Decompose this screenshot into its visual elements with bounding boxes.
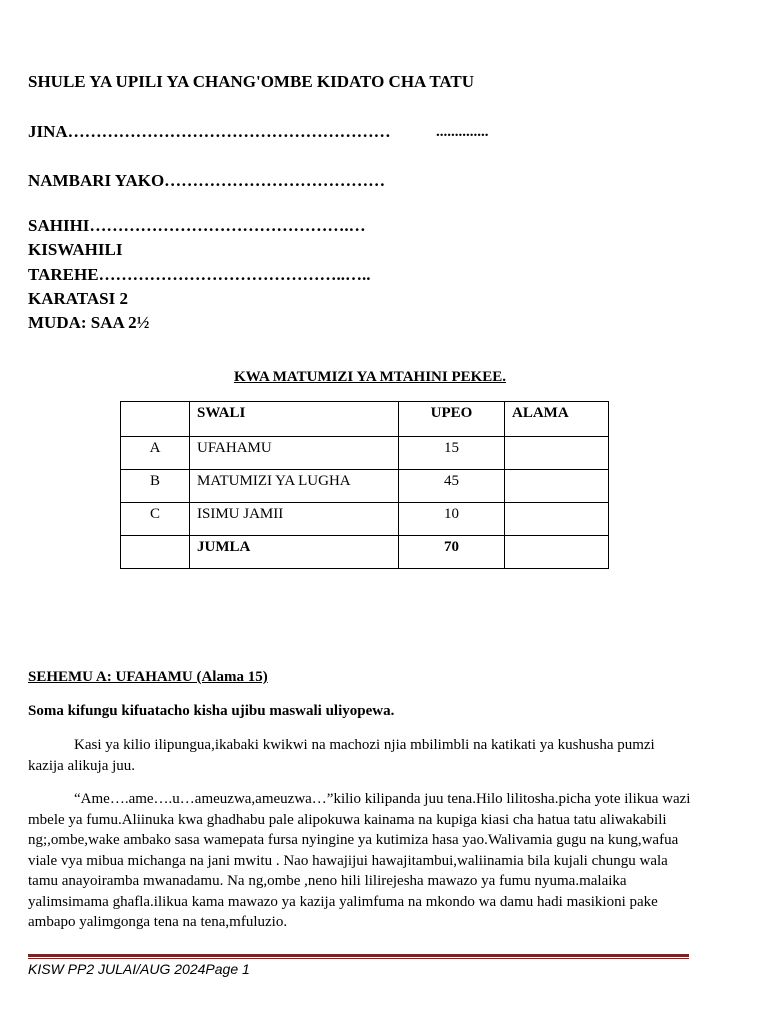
- footer-rule-thin: [28, 958, 689, 959]
- examiner-marks-table: [120, 401, 609, 569]
- table-header-cell: [121, 402, 190, 437]
- row-swali: ISIMU JAMII: [190, 503, 399, 536]
- section-a-instruction: Soma kifungu kifuatacho kisha ujibu maswali uliyopewa.: [28, 703, 395, 719]
- page-footer: KISW PP2 JULAI/AUG 2024Page 1: [28, 961, 250, 977]
- table-header-cell: UPEO: [399, 402, 505, 437]
- passage-paragraph: “Ame….ame….u…ameuzwa,ameuzwa…”kilio kilipanda juu tena.Hilo lilitosha.picha yote ilikua wazi mbele ya fumu.Aliinuka kwa ghadhabu pale alipokuwa kainama na kupiga kiasi cha hatua tatu aliwakabili ng;,ombe,wake ambako sasa wamepata fursa nyingine ya kutimiza hasa yao.Walivamia gugu na kung,wafua viale vya mibua michanga na jani mwitu . Nao hawajijui hawajitambui,waliinamia bila kujali chungu wala tamu anayoiramba mwanadamu. Na ng,ombe ,neno hili lilirejesha mawazo ya fumu nyuma.malaika yalimsimama ghafla.ilikua kama mawazo ya kazija yalimfuma na mkondo wa damu hadi masikioni pake ambapo yalimgonga tena na tena,mfuluzio.: [28, 791, 691, 930]
- section-a-title: SEHEMU A: UFAHAMU (Alama 15): [28, 669, 268, 685]
- footer-rule: [28, 954, 689, 957]
- row-label: C: [121, 503, 190, 536]
- table-row: [121, 503, 609, 536]
- row-label: A: [121, 437, 190, 470]
- table-header-cell: SWALI: [190, 402, 399, 437]
- paper-label: KARATASI 2: [28, 289, 128, 308]
- signature-field-label: SAHIHI……………………………………….…: [28, 216, 366, 235]
- table-row: [121, 470, 609, 503]
- total-alama: [505, 536, 609, 569]
- total-swali: JUMLA: [190, 536, 399, 569]
- row-upeo: 10: [399, 503, 505, 536]
- table-total-row: [121, 536, 609, 569]
- time-label: MUDA: SAA 2½: [28, 313, 150, 332]
- row-label: B: [121, 470, 190, 503]
- row-upeo: 45: [399, 470, 505, 503]
- total-upeo: 70: [399, 536, 505, 569]
- name-field-extra-dots: ..............: [436, 124, 489, 140]
- row-alama: [505, 503, 609, 536]
- subject-label: KISWAHILI: [28, 240, 123, 259]
- date-field-label: TAREHE……………………………………..…..: [28, 265, 371, 284]
- row-swali: UFAHAMU: [190, 437, 399, 470]
- row-upeo: 15: [399, 437, 505, 470]
- table-row: [121, 437, 609, 470]
- row-alama: [505, 470, 609, 503]
- passage-paragraph: Kasi ya kilio ilipungua,ikabaki kwikwi na machozi njia mbilimbli na katikati ya kushusha pumzi kazija alikuja juu.: [28, 737, 655, 774]
- table-header-cell: ALAMA: [505, 402, 609, 437]
- number-field-label: NAMBARI YAKO…………………………………: [28, 171, 386, 190]
- school-title: SHULE YA UPILI YA CHANG'OMBE KIDATO CHA TATU: [28, 72, 475, 91]
- examiner-table-title: KWA MATUMIZI YA MTAHINI PEKEE.: [233, 369, 507, 385]
- name-field-label: JINA…………………………………………………: [28, 122, 391, 141]
- total-label: [121, 536, 190, 569]
- row-swali: MATUMIZI YA LUGHA: [190, 470, 399, 503]
- table-header-row: [121, 402, 609, 437]
- row-alama: [505, 437, 609, 470]
